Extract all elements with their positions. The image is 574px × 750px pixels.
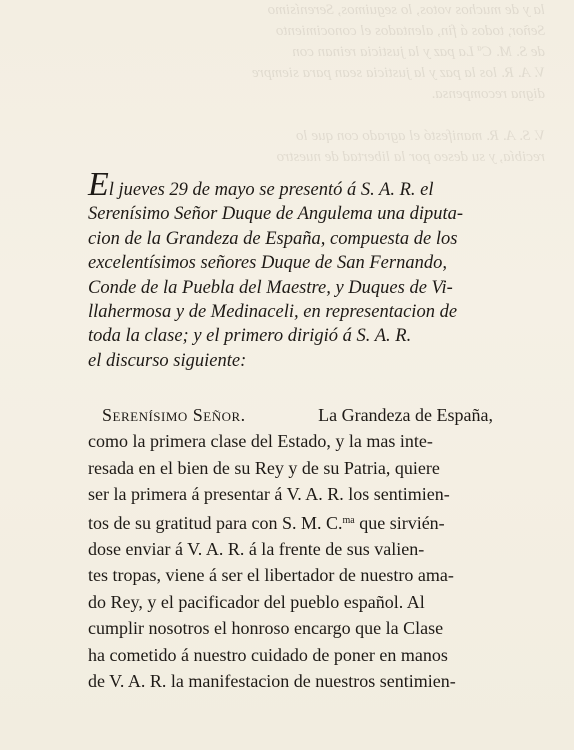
drop-cap: E [88, 166, 109, 203]
speech-paragraph [88, 402, 493, 694]
speech-heading: Serenísimo Señor. [102, 405, 246, 425]
text-line: excelentísimos señores Duque de San Fernando, [88, 253, 447, 274]
first-line [88, 166, 434, 203]
text-line: toda la clase; y el primero dirigió á S. A. R. [88, 326, 412, 347]
italic-intro-paragraph [88, 166, 493, 373]
bleed-line: V. S. A. R. manifestó el agrado con que lo [295, 128, 545, 144]
text-line: ser la primera á presentar á V. A. R. los sentimien- [88, 484, 450, 505]
bleed-through-text [215, 0, 545, 168]
text-line: cion de la Grandeza de España, compuesta de los [88, 228, 458, 249]
text-line: dose enviar á V. A. R. á la frente de sus valien- [88, 539, 425, 560]
text-line: tes tropas, viene á ser el libertador de nuestro ama- [88, 565, 454, 586]
line-text: que sirvién- [354, 512, 445, 533]
bleed-line: recibía, y su deseo por la libertad de nuestro [276, 149, 545, 165]
text-line: cumplir nosotros el honroso encargo que la Clase [88, 618, 444, 639]
line-text: l jueves 29 de mayo se presentó á S. A. R. el [108, 180, 434, 200]
text-line: do Rey, y el pacificador del pueblo español. Al [88, 591, 425, 612]
bleed-line: digna recompensa. [431, 86, 545, 102]
bleed-line [215, 105, 545, 126]
bleed-line: Señor, todos á fin, alentados el conocimiento [275, 23, 545, 39]
sup-line [88, 508, 445, 536]
text-line [88, 508, 493, 536]
line-text: tos de su gratitud para con S. M. C. [88, 512, 343, 533]
text-line: ha cometido á nuestro cuidado de poner en manos [88, 644, 448, 665]
bleed-line: de S. M. Cª La paz y la justicia reinan con [292, 44, 545, 60]
text-line: de V. A. R. la manifestacion de nuestros sentimien- [88, 671, 456, 692]
text-line: Conde de la Puebla del Maestre, y Duques de Vi- [88, 277, 453, 298]
bleed-line: la y de muchos votos, lo seguimos, Serenísimo [267, 2, 545, 18]
line-text: La Grandeza de España, [318, 405, 493, 425]
text-line: el discurso siguiente: [88, 350, 247, 371]
text-line: llahermosa y de Medinaceli, en representacion de [88, 302, 458, 323]
text-line [88, 402, 493, 428]
bleed-line: V. A. R. los la paz y la justicia sean para siempre [251, 65, 545, 81]
text-line [88, 166, 493, 203]
text-line: resada en el bien de su Rey y de su Patria, quiere [88, 457, 440, 478]
text-line: como la primera clase del Estado, y la mas inte- [88, 431, 433, 452]
text-line: Serenísimo Señor Duque de Angulema una diputa- [88, 204, 464, 225]
superscript: ma [342, 514, 355, 526]
